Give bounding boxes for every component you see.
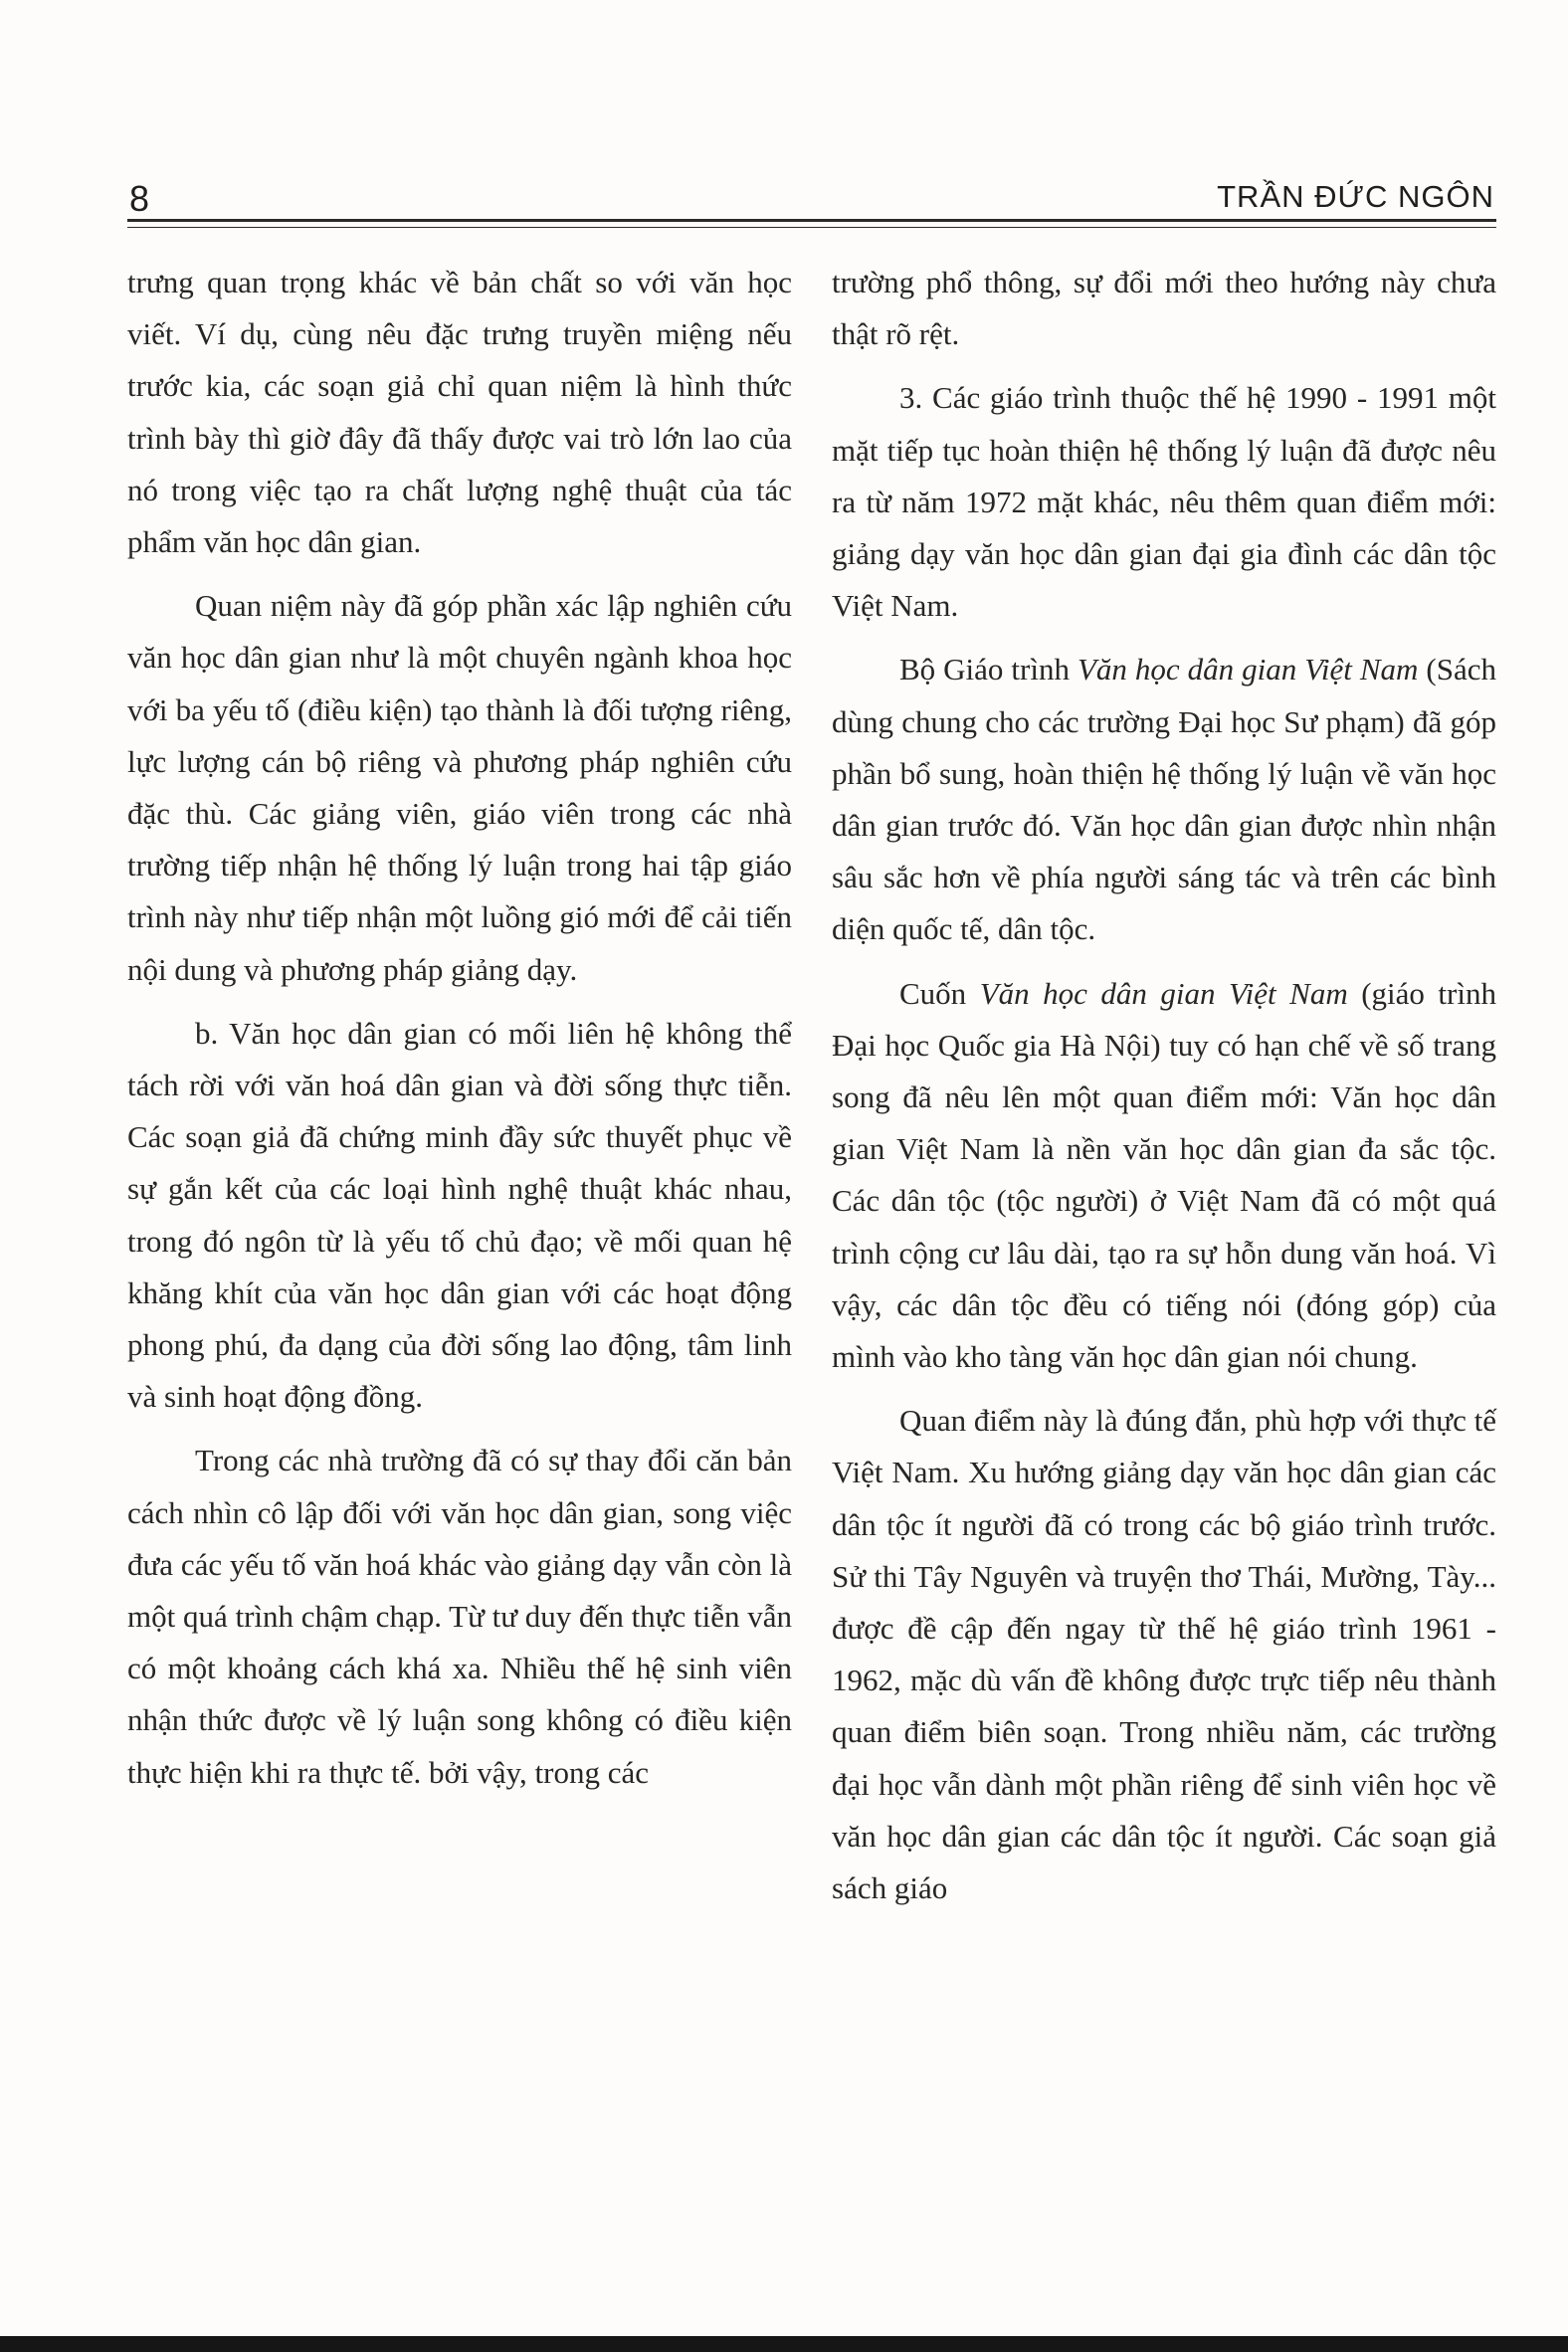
page-number: 8: [129, 178, 150, 219]
paragraph-text: (giáo trình Đại học Quốc gia Hà Nội) tuy có hạn chế về số trang song đã nêu lên một quan điểm mới: Văn học dân gian Việt Nam là nền văn học dân gian đa sắc tộc. Các dân tộc (tộc người) ở Việt Nam đã có một quá trình cộng cư lâu dài, tạo ra sự hỗn dung văn hoá. Vì vậy, các dân tộc đều có tiếng nói (đóng góp) của mình vào kho tàng văn học dân gian nói chung.: [832, 975, 1496, 1375]
paragraph-text: (Sách dùng chung cho các trường Đại học Sư phạm) đã góp phần bổ sung, hoàn thiện hệ thống lý luận về văn học dân gian trước đó. Văn học dân gian được nhìn nhận sâu sắc hơn về phía người sáng tác và trên các bình diện quốc tế, dân tộc.: [832, 652, 1496, 947]
scan-bottom-edge: [0, 2336, 1568, 2352]
page-header: [127, 169, 1496, 219]
paragraph: b. Văn học dân gian có mối liên hệ không thể tách rời với văn hoá dân gian và đời sống thực tiễn. Các soạn giả đã chứng minh đầy sức thuyết phục về sự gắn kết của các loại hình nghệ thuật khác nhau, trong đó ngôn từ là yếu tố chủ đạo; về mối quan hệ khăng khít của văn học dân gian với các hoạt động phong phú, đa dạng của đời sống lao động, tâm linh và sinh hoạt động đồng.: [127, 1015, 792, 1415]
left-column: [127, 257, 792, 1799]
right-column: [832, 257, 1496, 1914]
paragraph-text: Bộ Giáo trình: [899, 652, 1078, 687]
book-title: Văn học dân gian Việt Nam: [979, 975, 1348, 1011]
paragraph: [832, 644, 1496, 955]
header-rule-thin: [127, 227, 1496, 228]
running-head: TRẦN ĐỨC NGÔN: [1217, 179, 1494, 214]
paragraph: [832, 968, 1496, 1384]
paragraph: Quan điểm này là đúng đắn, phù hợp với thực tế Việt Nam. Xu hướng giảng dạy văn học dân gian các dân tộc ít người đã có trong các bộ giáo trình trước. Sử thi Tây Nguyên và truyện thơ Thái, Mường, Tày... được đề cập đến ngay từ thế hệ giáo trình 1961 - 1962, mặc dù vấn đề không được trực tiếp nêu thành quan điểm biên soạn. Trong nhiều năm, các trường đại học vẫn dành một phần riêng để sinh viên học về văn học dân gian các dân tộc ít người. Các soạn giả sách giáo: [832, 1403, 1496, 1906]
paragraph: trưng quan trọng khác về bản chất so với văn học viết. Ví dụ, cùng nêu đặc trưng truyền miệng nếu trước kia, các soạn giả chỉ quan niệm là hình thức trình bày thì giờ đây đã thấy được vai trò lớn lao của nó trong việc tạo ra chất lượng nghệ thuật của tác phẩm văn học dân gian.: [127, 265, 792, 560]
paragraph: Quan niệm này đã góp phần xác lập nghiên cứu văn học dân gian như là một chuyên ngành khoa học với ba yếu tố (điều kiện) tạo thành là đối tượng riêng, lực lượng cán bộ riêng và phương pháp nghiên cứu đặc thù. Các giảng viên, giáo viên trong các nhà trường tiếp nhận hệ thống lý luận trong hai tập giáo trình này như tiếp nhận một luồng gió mới để cải tiến nội dung và phương pháp giảng dạy.: [127, 588, 792, 987]
paragraph: Trong các nhà trường đã có sự thay đổi căn bản cách nhìn cô lập đối với văn học dân gian, song việc đưa các yếu tố văn hoá khác vào giảng dạy vẫn còn là một quá trình chậm chạp. Từ tư duy đến thực tiễn vẫn có một khoảng cách khá xa. Nhiều thế hệ sinh viên nhận thức được về lý luận song không có điều kiện thực hiện khi ra thực tế. bởi vậy, trong các: [127, 1443, 792, 1790]
header-rule-thick: [127, 219, 1496, 222]
paragraph-text: Cuốn: [899, 975, 980, 1011]
book-title: Văn học dân gian Việt Nam: [1077, 652, 1419, 687]
paragraph: 3. Các giáo trình thuộc thế hệ 1990 - 1991 một mặt tiếp tục hoàn thiện hệ thống lý luận đã được nêu ra từ năm 1972 mặt khác, nêu thêm quan điểm mới: giảng dạy văn học dân gian đại gia đình các dân tộc Việt Nam.: [832, 380, 1496, 624]
paragraph: trường phổ thông, sự đổi mới theo hướng này chưa thật rõ rệt.: [832, 265, 1496, 352]
